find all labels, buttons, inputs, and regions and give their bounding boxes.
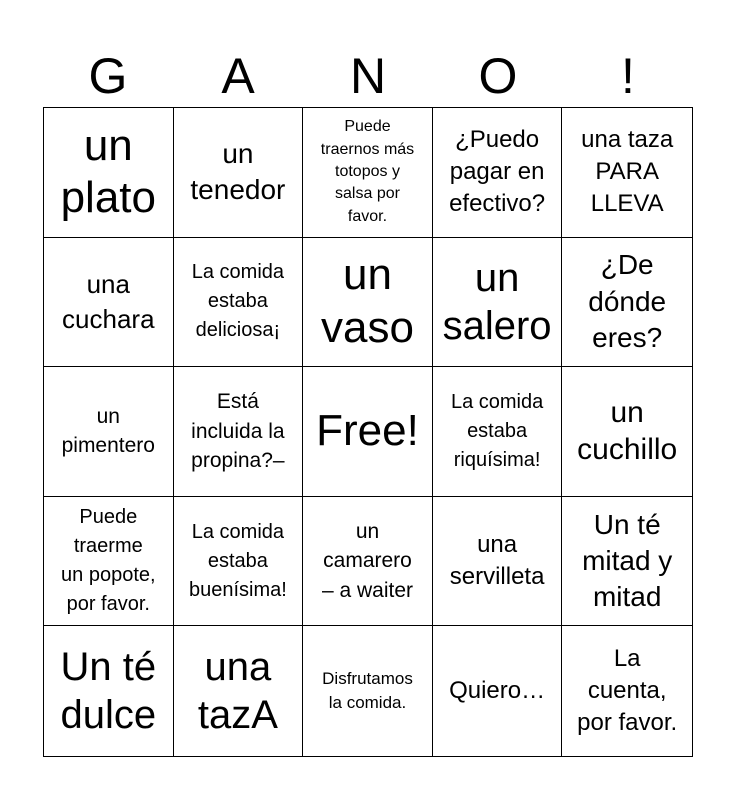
- cell-text: un plato: [60, 120, 156, 223]
- bingo-cell[interactable]: [433, 626, 563, 756]
- cell-text: Quiero…: [449, 677, 546, 704]
- bingo-cell[interactable]: [433, 367, 563, 497]
- bingo-cell[interactable]: [174, 108, 304, 238]
- header-letter-o: O: [478, 48, 518, 104]
- free-space-text: Free!: [316, 406, 419, 456]
- cell-text: Puede traerme un popote, por favor.: [61, 506, 156, 616]
- bingo-cell[interactable]: [303, 497, 433, 627]
- bingo-cell[interactable]: [433, 497, 563, 627]
- cell-text: La cuenta, por favor.: [577, 644, 678, 737]
- cell-text: ¿Puedo pagar en efectivo?: [449, 125, 546, 218]
- cell-text: Disfrutamos la comida.: [322, 668, 413, 713]
- bingo-card-grid: [43, 107, 693, 757]
- cell-text: un vaso: [321, 250, 414, 352]
- header-letter-exclamation: !: [621, 48, 635, 104]
- cell-text: una tazA: [197, 645, 278, 738]
- cell-text: una taza PARA LLEVA: [581, 125, 674, 218]
- bingo-cell[interactable]: [562, 497, 692, 627]
- bingo-cell[interactable]: [562, 108, 692, 238]
- bingo-cell[interactable]: [174, 626, 304, 756]
- cell-text: un tenedor: [190, 137, 286, 206]
- bingo-cell[interactable]: [44, 626, 174, 756]
- cell-text: ¿De dónde eres?: [588, 249, 667, 354]
- cell-text: una servilleta: [449, 530, 545, 591]
- bingo-header: [43, 48, 693, 104]
- cell-text: un salero: [442, 255, 552, 348]
- bingo-cell[interactable]: [174, 367, 304, 497]
- cell-text: Está incluida la propina?–: [191, 390, 285, 473]
- header-letter-g: G: [88, 48, 128, 104]
- free-space[interactable]: [303, 367, 433, 497]
- cell-text: un cuchillo: [577, 395, 678, 467]
- bingo-cell[interactable]: [303, 108, 433, 238]
- bingo-cell[interactable]: [562, 626, 692, 756]
- cell-text: Un té mitad y mitad: [582, 508, 673, 613]
- cell-text: Puede traernos más totopos y salsa por favor.: [320, 118, 415, 225]
- cell-text: La comida estaba buenísima!: [188, 520, 287, 601]
- header-letter-a: A: [221, 48, 255, 104]
- bingo-cell[interactable]: [174, 497, 304, 627]
- bingo-cell[interactable]: [433, 108, 563, 238]
- cell-text: una cuchara: [62, 268, 155, 334]
- header-letter-n: N: [349, 48, 387, 104]
- cell-text: La comida estaba riquísima!: [450, 390, 544, 471]
- bingo-cell[interactable]: [174, 238, 304, 368]
- bingo-cell[interactable]: [433, 238, 563, 368]
- bingo-cell[interactable]: [562, 367, 692, 497]
- bingo-cell[interactable]: [44, 108, 174, 238]
- bingo-cell[interactable]: [303, 626, 433, 756]
- bingo-cell[interactable]: [562, 238, 692, 368]
- cell-text: Un té dulce: [60, 645, 157, 738]
- bingo-cell[interactable]: [44, 497, 174, 627]
- bingo-cell[interactable]: [44, 238, 174, 368]
- cell-text: un pimentero: [61, 405, 155, 458]
- cell-text: un camarero – a waiter: [321, 520, 414, 602]
- cell-text: La comida estaba deliciosa¡: [191, 261, 285, 342]
- bingo-cell[interactable]: [303, 238, 433, 368]
- bingo-cell[interactable]: [44, 367, 174, 497]
